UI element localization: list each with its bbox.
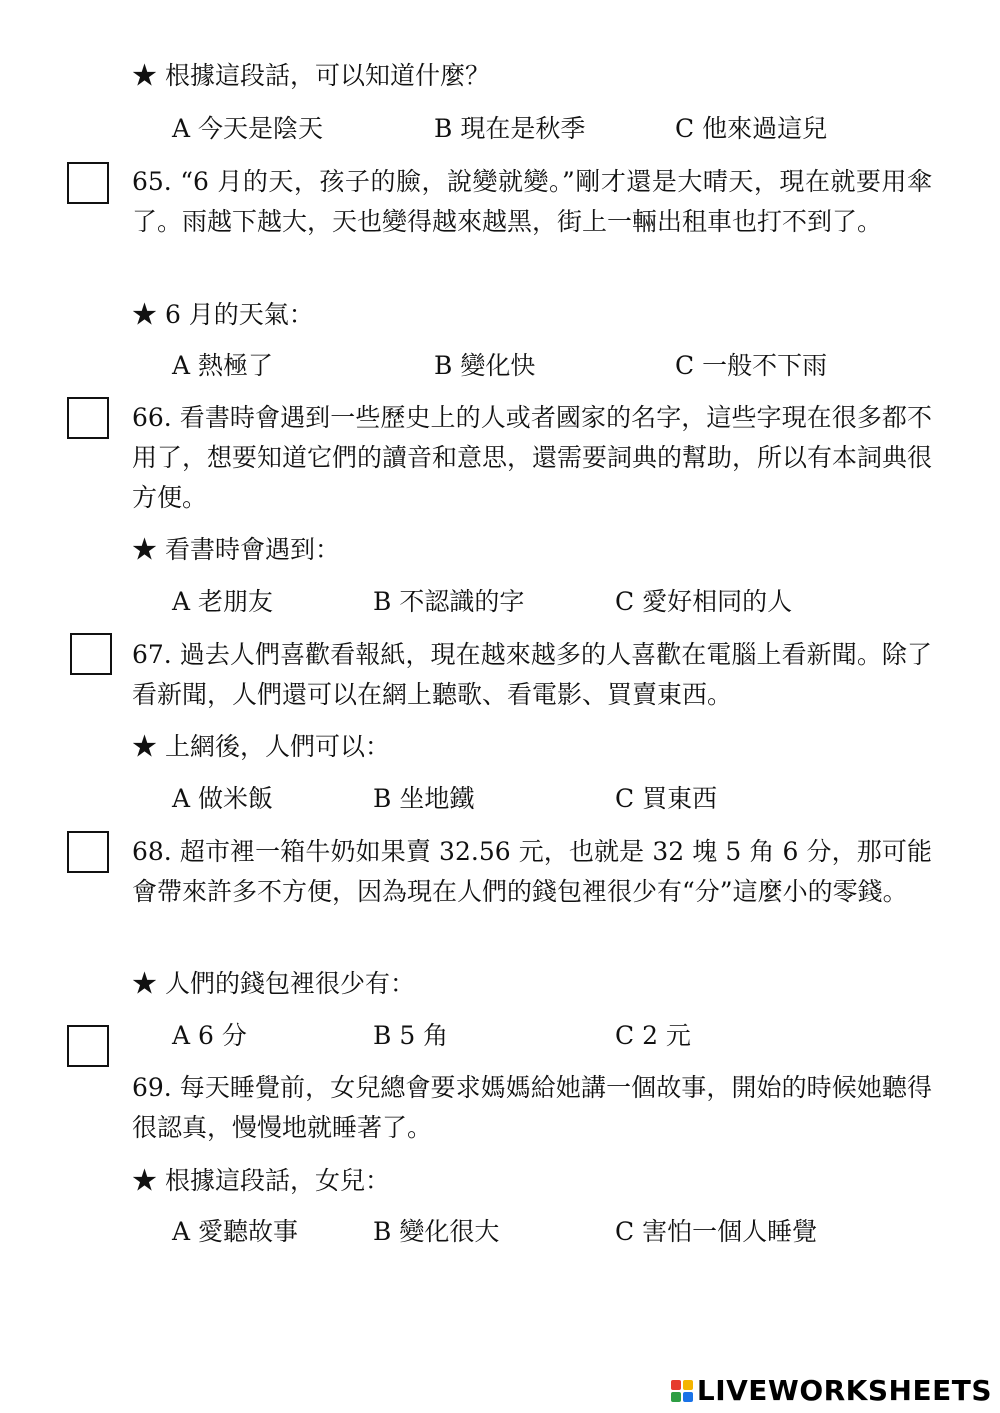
question-66-text: 66. 看書時會遇到一些歷史上的人或者國家的名字，這些字現在很多都不用了，想要知道它們的讀音和意思，還需要詞典的幫助，所以有本詞典很方便。 xyxy=(132,403,933,512)
question-69-prompt: ★ 根據這段話，女兒： xyxy=(132,1166,390,1195)
option-c: C 愛好相同的人 xyxy=(615,587,793,616)
option-a: A 熱極了 xyxy=(172,351,274,380)
option-b: B 變化快 xyxy=(434,351,536,380)
question-69-text: 69. 每天睡覺前，女兒總會要求媽媽給她講一個故事，開始的時候她聽得很認真，慢慢地就睡著了。 xyxy=(132,1073,932,1142)
question-66-prompt: ★ 看書時會遇到： xyxy=(132,535,340,564)
question-67-prompt: ★ 上網後，人們可以： xyxy=(132,732,390,761)
answer-box-68[interactable] xyxy=(67,831,109,873)
option-b: B 5 角 xyxy=(373,1021,449,1050)
question-prompt: ★ 根據這段話，可以知道什麼？ xyxy=(132,61,490,90)
option-a: A 愛聽故事 xyxy=(172,1217,299,1246)
option-b: B 變化很大 xyxy=(373,1217,500,1246)
option-c: C 害怕一個人睡覺 xyxy=(615,1217,818,1246)
question-68-prompt: ★ 人們的錢包裡很少有： xyxy=(132,969,415,998)
answer-box-66[interactable] xyxy=(67,397,109,439)
question-67-text: 67. 過去人們喜歡看報紙，現在越來越多的人喜歡在電腦上看新聞。除了看新聞，人們還可以在網上聽歌、看電影、買賣東西。 xyxy=(132,640,932,709)
option-c: C 2 元 xyxy=(615,1021,691,1050)
option-a: A 6 分 xyxy=(172,1021,247,1050)
option-c: C 一般不下雨 xyxy=(675,351,828,380)
option-c: C 他來過這兒 xyxy=(675,114,828,143)
logo-icon xyxy=(671,1380,693,1402)
question-65-text: 65. “6 月的天，孩子的臉，說變就變。”剛才還是大晴天，現在就要用傘了。雨越下越大，天也變得越來越黑，街上一輛出租車也打不到了。 xyxy=(132,167,932,236)
option-b: B 現在是秋季 xyxy=(434,114,586,143)
answer-box-67[interactable] xyxy=(70,633,112,675)
brand-name: LIVEWORKSHEETS xyxy=(696,1374,992,1407)
answer-box-69[interactable] xyxy=(67,1025,109,1067)
answer-box-65[interactable] xyxy=(67,162,109,204)
question-68-text: 68. 超市裡一箱牛奶如果賣 32.56 元，也就是 32 塊 5 角 6 分，那可能會帶來許多不方便，因為現在人們的錢包裡很少有“分”這麼小的零錢。 xyxy=(132,837,932,906)
question-65-prompt: ★ 6 月的天氣： xyxy=(132,300,314,329)
liveworksheets-logo xyxy=(671,1374,992,1407)
option-b: B 坐地鐵 xyxy=(373,784,475,813)
option-a: A 做米飯 xyxy=(172,784,274,813)
option-a: A 老朋友 xyxy=(172,587,274,616)
option-c: C 買東西 xyxy=(615,784,718,813)
option-a: A 今天是陰天 xyxy=(172,114,324,143)
option-b: B 不認識的字 xyxy=(373,587,525,616)
